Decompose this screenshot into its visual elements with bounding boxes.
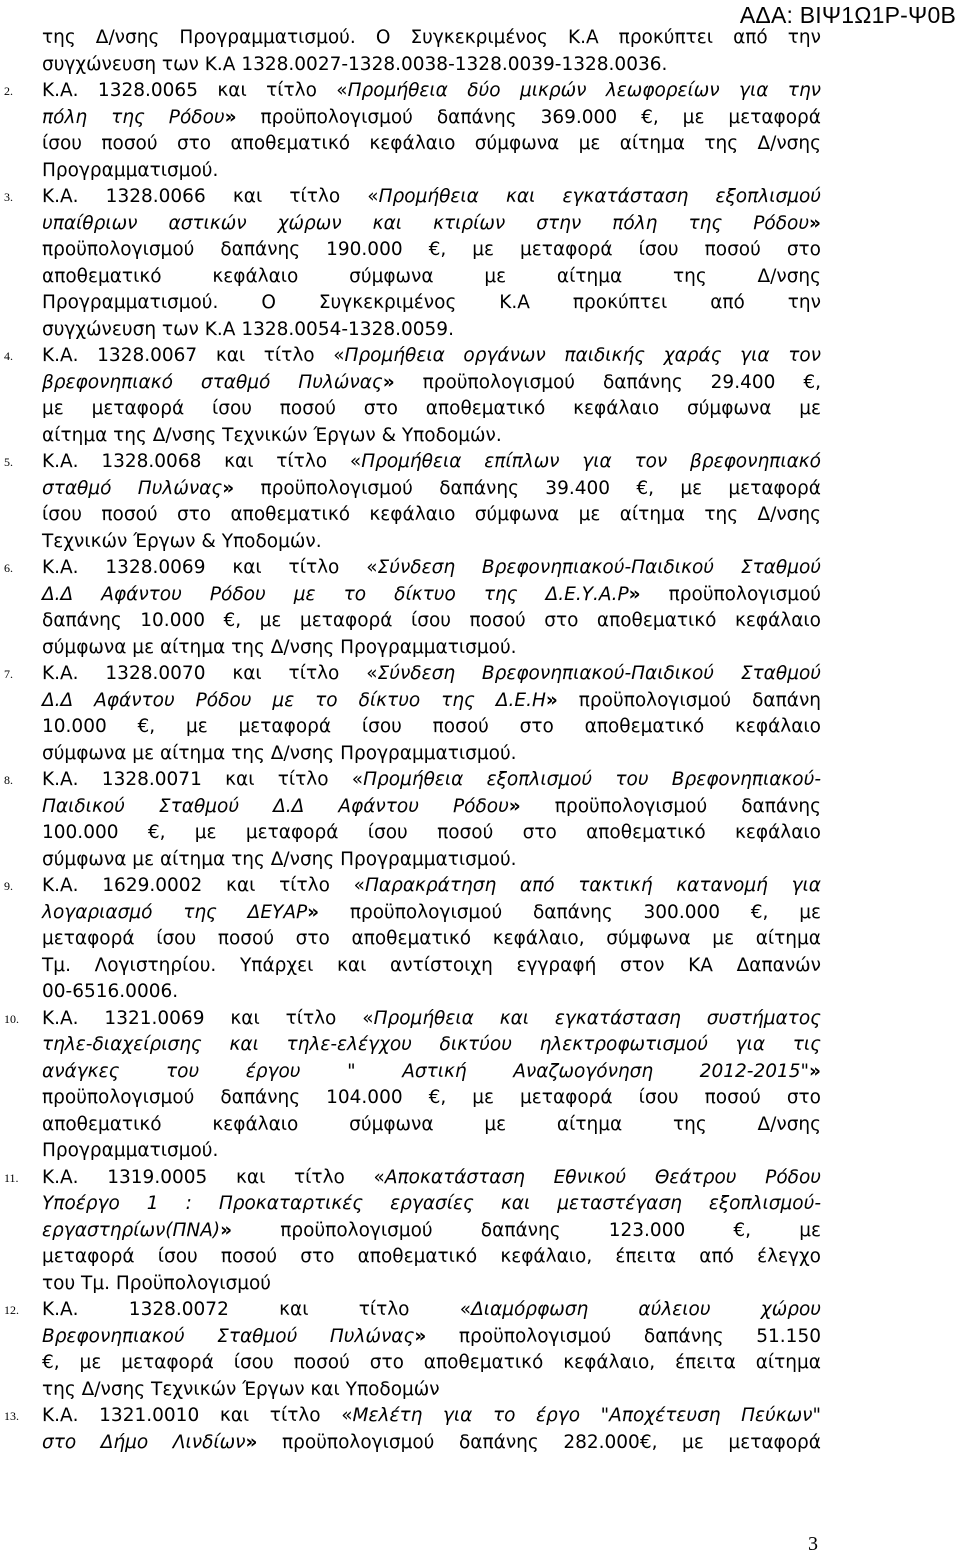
text-line (42, 1111, 821, 1139)
text-line (42, 1164, 821, 1192)
line-text: 00-6516.0006. (42, 981, 179, 1002)
text-line (42, 607, 821, 635)
line-text: προϋπολογισμού δαπάνης 300.000 €, με (319, 901, 821, 923)
text-line (42, 1084, 821, 1112)
closing-quote: » (307, 901, 320, 923)
text-line (42, 925, 821, 953)
text-line (42, 263, 821, 291)
closing-quote: » (508, 795, 521, 817)
item-number: 11. (4, 1170, 19, 1185)
line-text: δαπάνης 10.000 €, με μεταφορά ίσου ποσού στο αποθεματικό κεφάλαιο (42, 610, 821, 631)
italic-title-text: βρεφονηπιακό σταθμό Πυλώνας (42, 371, 383, 393)
line-text: Τεχνικών Έργων & Υποδομών. (42, 530, 322, 552)
line-text: Κ.Α. 1321.0010 και τίτλο « (42, 1405, 353, 1426)
text-line (42, 448, 821, 476)
text-line (42, 1349, 821, 1377)
italic-title-text: Αποκατάσταση Εθνικού Θεάτρου Ρόδου (384, 1166, 822, 1188)
text-line (42, 395, 821, 423)
item-number: 3. (4, 190, 13, 204)
line-text: σύμφωνα με αίτημα της Δ/νσης Προγραμματισμού. (42, 636, 517, 658)
italic-title-text: Σύνδεση Βρεφονηπιακού-Παιδικού Σταθμού (377, 663, 821, 684)
closing-quote: » (220, 1219, 233, 1241)
line-text: Προγραμματισμού. Ο Συγκεκριμένος Κ.Α προκύπτει από την (42, 292, 821, 313)
italic-title-text: Προμήθεια και εγκατάσταση εξοπλισμού (378, 186, 821, 207)
item-number: 5. (4, 455, 13, 469)
closing-quote: » (809, 212, 821, 234)
line-text: προϋπολογισμού δαπάνης 190.000 €, με μεταφορά ίσου ποσού στο (42, 239, 821, 260)
line-text: €, με μεταφορά ίσου ποσού στο αποθεματικό κεφάλαιο, έπειτα αίτημα (42, 1352, 821, 1373)
text-line (42, 1137, 821, 1165)
text-line (42, 952, 821, 980)
text-line (42, 130, 821, 158)
text-line (42, 1376, 821, 1404)
line-text: της Δ/νσης Τεχνικών Έργων και Υποδομών (42, 1378, 440, 1400)
italic-title-text: Βρεφονηπιακού Σταθμού Πυλώνας (42, 1325, 415, 1347)
italic-title-text: Δ.Δ Αφάντου Ρόδου με το δίκτυο της Δ.Ε.Υ.Α.Ρ (42, 583, 629, 605)
italic-title-text: Υποέργο 1 : Προκαταρτικές εργασίες και μεταστέγαση εξοπλισμού- (42, 1193, 821, 1214)
text-line (42, 1402, 821, 1430)
text-line (42, 872, 821, 900)
ada-code: ΑΔΑ: ΒΙΨ1Ω1Ρ-Ψ0Β (739, 2, 956, 28)
text-line (42, 793, 821, 821)
line-text: Κ.Α. 1328.0069 και τίτλο « (42, 557, 378, 578)
line-text: προϋπολογισμού δαπάνης 104.000 €, με μεταφορά ίσου ποσού στο (42, 1087, 821, 1108)
line-text: προϋπολογισμού δαπάνης 369.000 €, με μεταφορά (236, 106, 821, 128)
text-line (42, 819, 821, 847)
text-line (42, 1296, 821, 1324)
line-text: Κ.Α. 1328.0071 και τίτλο « (42, 769, 364, 790)
closing-quote: » (224, 106, 237, 128)
line-text: Κ.Α. 1321.0069 και τίτλο « (42, 1007, 374, 1029)
text-line (42, 369, 821, 397)
text-line (42, 660, 821, 688)
item-number: 2. (4, 84, 13, 98)
text-line (42, 210, 821, 238)
line-text: αποθεματικό κεφάλαιο σύμφωνα με αίτημα της Δ/νσης (42, 265, 821, 287)
italic-title-text: Μελέτη για το έργο "Αποχέτευση Πεύκων" (352, 1405, 821, 1426)
italic-title-text: Παιδικού Σταθμού Δ.Δ Αφάντου Ρόδου (42, 795, 509, 817)
closing-quote: » (245, 1431, 258, 1453)
line-text: σύμφωνα με αίτημα της Δ/νσης Προγραμματισμού. (42, 848, 517, 870)
closing-quote: » (809, 1060, 821, 1082)
closing-quote: » (628, 583, 641, 605)
line-text: Κ.Α. 1319.0005 και τίτλο « (42, 1166, 385, 1188)
page-number: 3 (808, 1533, 818, 1555)
text-line (42, 766, 821, 794)
line-text: προϋπολογισμού δαπάνης 282.000€, με μεταφορά (257, 1431, 821, 1453)
text-line (42, 236, 821, 264)
italic-title-text: εργαστηρίων(ΠΝΑ) (42, 1219, 221, 1241)
line-text: προϋπολογισμού δαπάνης (520, 795, 821, 817)
line-text: αίτημα της Δ/νσης Τεχνικών Έργων & Υποδομών. (42, 424, 502, 446)
text-line (42, 157, 821, 185)
text-line (42, 713, 821, 741)
line-text: του Τμ. Προϋπολογισμού (42, 1272, 272, 1294)
text-line (42, 634, 821, 662)
text-line (42, 183, 821, 211)
text-line (42, 24, 821, 52)
italic-title-text: Προμήθεια εξοπλισμού του Βρεφονηπιακού- (363, 769, 821, 790)
text-line (42, 475, 821, 503)
italic-title-text: ανάγκες του έργου " Αστική Αναζωογόνηση 2012-2015" (42, 1060, 810, 1082)
text-line (42, 687, 821, 715)
italic-title-text: πόλη της Ρόδου (42, 106, 225, 128)
text-line (42, 316, 821, 344)
line-text: προϋπολογισμού δαπάνης 29.400 €, (394, 371, 821, 393)
item-number: 13. (4, 1409, 19, 1423)
text-line (42, 1270, 821, 1298)
line-text: σύμφωνα με αίτημα της Δ/νσης Προγραμματισμού. (42, 742, 517, 764)
text-line (42, 1190, 821, 1218)
line-text: Προγραμματισμού. (42, 159, 219, 181)
item-number: 6. (4, 561, 13, 575)
text-line (42, 104, 821, 132)
line-text: προϋπολογισμού δαπάνης 123.000 €, με (232, 1219, 821, 1241)
line-text: προϋπολογισμού δαπάνης 39.400 €, με μεταφορά (234, 477, 821, 499)
line-text: ίσου ποσού στο αποθεματικό κεφάλαιο σύμφωνα με αίτημα της Δ/νσης (42, 504, 821, 525)
text-line (42, 846, 821, 874)
text-line (42, 1243, 821, 1271)
text-line (42, 899, 821, 927)
text-line (42, 1429, 821, 1457)
text-line (42, 1005, 821, 1033)
line-text: Τμ. Λογιστηρίου. Υπάρχει και αντίστοιχη εγγραφή στον ΚΑ Δαπανών (42, 954, 821, 976)
line-text: Κ.Α. 1328.0070 και τίτλο « (42, 663, 378, 684)
item-number: 7. (4, 667, 13, 681)
line-text: αποθεματικό κεφάλαιο σύμφωνα με αίτημα της Δ/νσης (42, 1113, 821, 1135)
italic-title-text: Προμήθεια και εγκατάσταση συστήματος (373, 1007, 821, 1029)
italic-title-text: στο Δήμο Λινδίων (42, 1431, 246, 1453)
item-number: 12. (4, 1303, 19, 1317)
closing-quote: » (222, 477, 235, 499)
text-line (42, 51, 821, 79)
line-text: συγχώνευση των Κ.Α 1328.0054-1328.0059. (42, 318, 454, 340)
text-line (42, 581, 821, 609)
italic-title-text: Σύνδεση Βρεφονηπιακού-Παιδικού Σταθμού (377, 557, 821, 578)
line-text: Κ.Α. 1328.0067 και τίτλο « (42, 345, 345, 366)
closing-quote: » (545, 689, 558, 711)
line-text: Κ.Α. 1328.0068 και τίτλο « (42, 451, 362, 472)
line-text: 10.000 €, με μεταφορά ίσου ποσού στο αποθεματικό κεφάλαιο (42, 716, 821, 737)
line-text: μεταφορά ίσου ποσού στο αποθεματικό κεφάλαιο, σύμφωνα με αίτημα (42, 928, 821, 949)
line-text: Κ.Α. 1328.0072 και τίτλο « (42, 1299, 472, 1320)
italic-title-text: υπαίθριων αστικών χώρων και κτιρίων στην πόλη της Ρόδου (42, 212, 810, 234)
line-text: με μεταφορά ίσου ποσού στο αποθεματικό κεφάλαιο σύμφωνα με (42, 398, 821, 419)
text-line (42, 501, 821, 529)
item-number: 9. (4, 879, 13, 893)
item-number: 4. (4, 349, 13, 363)
text-line (42, 342, 821, 370)
line-text: Κ.Α. 1328.0065 και τίτλο « (42, 80, 348, 101)
line-text: Κ.Α. 1328.0066 και τίτλο « (42, 186, 379, 207)
italic-title-text: Διαμόρφωση αύλειου χώρου (471, 1299, 822, 1320)
text-line (42, 978, 821, 1006)
line-text: 100.000 €, με μεταφορά ίσου ποσού στο αποθεματικό κεφάλαιο (42, 822, 821, 843)
item-number: 10. (4, 1011, 19, 1026)
text-line (42, 1323, 821, 1351)
italic-title-text: Παρακράτηση από τακτική κατανομή για (364, 875, 821, 896)
closing-quote: » (414, 1325, 427, 1347)
line-text: μεταφορά ίσου ποσού στο αποθεματικό κεφάλαιο, έπειτα από έλεγχο (42, 1246, 821, 1267)
italic-title-text: Προμήθεια οργάνων παιδικής χαράς για τον (344, 345, 821, 366)
italic-title-text: Προμήθεια δύο μικρών λεωφορείων για την (347, 80, 821, 101)
italic-title-text: Προμήθεια επίπλων για τον βρεφονηπιακό (361, 451, 821, 472)
item-number: 8. (4, 773, 13, 787)
line-text: της Δ/νσης Προγραμματισμού. Ο Συγκεκριμένος Κ.Α προκύπτει από την (42, 27, 821, 48)
line-text: προϋπολογισμού δαπάνης 51.150 (426, 1325, 821, 1347)
closing-quote: » (382, 371, 395, 393)
line-text: ίσου ποσού στο αποθεματικό κεφάλαιο σύμφωνα με αίτημα της Δ/νσης (42, 133, 821, 154)
text-line (42, 1217, 821, 1245)
line-text: Προγραμματισμού. (42, 1140, 219, 1161)
text-line (42, 289, 821, 317)
text-line (42, 740, 821, 768)
line-text: προϋπολογισμού (640, 583, 821, 605)
text-line (42, 528, 821, 556)
line-text: προϋπολογισμού δαπάνη (557, 689, 822, 711)
text-line (42, 1031, 821, 1059)
italic-title-text: τηλε-διαχείρισης και τηλε-ελέγχου δικτύου ηλεκτροφωτισμού για τις (42, 1034, 821, 1055)
line-text: Κ.Α. 1629.0002 και τίτλο « (42, 875, 365, 896)
line-text: συγχώνευση των Κ.Α 1328.0027-1328.0038-1328.0039-1328.0036. (42, 53, 668, 75)
text-line (42, 422, 821, 450)
text-line (42, 77, 821, 105)
italic-title-text: σταθμό Πυλώνας (42, 477, 223, 499)
text-line (42, 554, 821, 582)
italic-title-text: λογαριασμό της ΔΕΥΑΡ (42, 901, 308, 923)
text-line (42, 1058, 821, 1086)
italic-title-text: Δ.Δ Αφάντου Ρόδου με το δίκτυο της Δ.Ε.Η (42, 689, 546, 711)
